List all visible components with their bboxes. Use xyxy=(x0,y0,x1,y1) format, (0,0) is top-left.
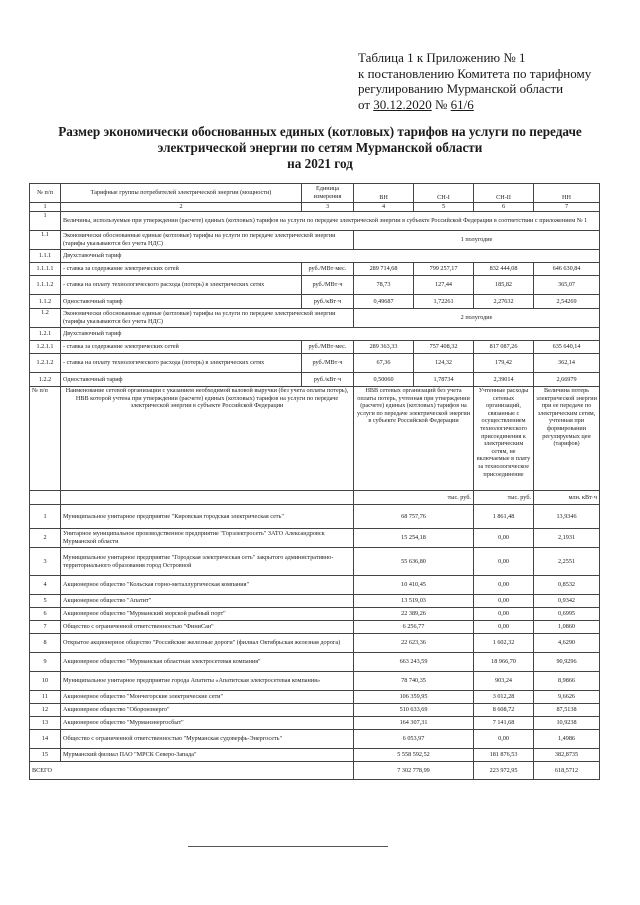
document-title xyxy=(0,124,640,172)
row-num: 10 xyxy=(30,672,61,691)
table2-header-row xyxy=(30,387,600,491)
row-text: - ставка на оплату технологического расхода (потерь) в электрических сетях xyxy=(61,354,302,373)
nvv-value: 106 359,95 xyxy=(354,691,474,704)
nvv-value: 10 410,45 xyxy=(354,576,474,595)
value-vn: 289 714,68 xyxy=(354,263,414,276)
row-text: Экономически обоснованные единые (котловые) тарифы на услуги по передаче электрической энергии (тарифы указываются без учета НДС) xyxy=(61,231,354,250)
losses-value: 0,8532 xyxy=(534,576,600,595)
table1-body xyxy=(30,184,600,387)
nvv-value: 22 389,26 xyxy=(354,608,474,621)
table2-row xyxy=(30,505,600,529)
col-num-header: № п/п xyxy=(30,387,61,491)
expenses-value: 0,00 xyxy=(474,621,534,634)
table1-index-row xyxy=(30,203,600,212)
row-text: - ставка за содержание электрических сетей xyxy=(61,341,302,354)
col-unit-header: Единица измерения xyxy=(302,184,354,203)
expenses-value: 3 012,28 xyxy=(474,691,534,704)
col-expenses-header: Учтенные расходы сетевых организаций, связанные с осуществлением технологического присоединения к электрическим сетям, не включаемые в плату за технологическое присоединение xyxy=(474,387,534,491)
row-num: 1.2 xyxy=(30,309,61,328)
header-number: 61/6 xyxy=(450,96,474,112)
table2-row xyxy=(30,621,600,634)
row-text: Двухставочный тариф xyxy=(61,250,600,263)
value-vn: 78,73 xyxy=(354,276,414,295)
value-sn2: 179,42 xyxy=(474,354,534,373)
organization-name: Муниципальное унитарное предприятие города Апатиты «Апатитская электросетевая компания» xyxy=(61,672,354,691)
row-unit: руб./кВт·ч xyxy=(302,295,354,309)
header-date-prefix: от xyxy=(358,96,374,112)
nvv-value: 15 254,18 xyxy=(354,529,474,548)
table2-row xyxy=(30,608,600,621)
losses-value: 2,2551 xyxy=(534,548,600,576)
col-num-header: № п/п xyxy=(30,184,61,203)
table2-row xyxy=(30,691,600,704)
nvv-value: 5 558 592,52 xyxy=(354,749,474,762)
expenses-value: 1 602,32 xyxy=(474,634,534,653)
losses-value: 1,0860 xyxy=(534,621,600,634)
losses-value: 8,9866 xyxy=(534,672,600,691)
row-num: 9 xyxy=(30,653,61,672)
table1-row-1-1 xyxy=(30,231,600,250)
row-num: 1.1.2 xyxy=(30,295,61,309)
total-label: ВСЕГО xyxy=(30,762,354,780)
organization-name: Открытое акционерное общество "Российские железные дороги" (филиал Октябрьская железная дорога) xyxy=(61,634,354,653)
value-vn: 0,50060 xyxy=(354,373,414,387)
table2-rows xyxy=(30,505,600,762)
table1-header-row xyxy=(30,184,600,203)
organization-name: Муниципальное унитарное предприятие "Городская электрическая сеть" закрытого административно-территориального образования город Островной xyxy=(61,548,354,576)
table1-row-1-2-1-2 xyxy=(30,354,600,373)
index-cell: 3 xyxy=(302,203,354,212)
row-num: 1.1 xyxy=(30,231,61,250)
table2-row xyxy=(30,529,600,548)
row-num: 1.1.1 xyxy=(30,250,61,263)
value-vn: 289 363,33 xyxy=(354,341,414,354)
period-label: 1 полугодие xyxy=(354,231,600,250)
table2-total xyxy=(30,762,600,780)
row-num: 15 xyxy=(30,749,61,762)
title-line-3: на 2021 год xyxy=(287,156,353,171)
header-line-2: к постановлению Комитета по тарифному xyxy=(358,65,592,81)
table1-row-1-2 xyxy=(30,309,600,328)
header-date: 30.12.2020 xyxy=(373,96,432,112)
organization-name: Акционерное общество "Мурманэнергосбыт" xyxy=(61,717,354,730)
table1-row-1-1-2 xyxy=(30,295,600,309)
table1-row-1-1-1-2 xyxy=(30,276,600,295)
row-num: 12 xyxy=(30,704,61,717)
col-sn1-header: СН-I xyxy=(414,184,474,203)
row-unit: руб./МВт·ч xyxy=(302,276,354,295)
header-line-3: регулированию Мурманской области xyxy=(358,81,564,96)
value-nn: 365,07 xyxy=(534,276,600,295)
losses-value: 13,9346 xyxy=(534,505,600,529)
row-num: 1.2.1.2 xyxy=(30,354,61,373)
row-unit: руб./кВт·ч xyxy=(302,373,354,387)
losses-value: 9,6626 xyxy=(534,691,600,704)
total-expenses: 223 972,95 xyxy=(474,762,534,780)
row-text: Величины, используемые при утверждении (расчете) единых (котловых) тарифов на услуги по передаче электрической энергии в субъекте Российской Федерации в соответствии с приложением № 1 xyxy=(61,212,600,231)
period-label: 2 полугодие xyxy=(354,309,600,328)
value-sn2: 185,82 xyxy=(474,276,534,295)
table1-row-1-1-1 xyxy=(30,250,600,263)
row-num: 3 xyxy=(30,548,61,576)
unit-nvv: тыс. руб. xyxy=(354,491,474,505)
value-sn1: 1,78734 xyxy=(414,373,474,387)
nvv-value: 6 256,77 xyxy=(354,621,474,634)
value-nn: 2,66979 xyxy=(534,373,600,387)
value-sn1: 1,72261 xyxy=(414,295,474,309)
value-sn2: 2,39014 xyxy=(474,373,534,387)
expenses-value: 0,00 xyxy=(474,576,534,595)
table2-row xyxy=(30,749,600,762)
row-num: 4 xyxy=(30,576,61,595)
losses-value: 4,6290 xyxy=(534,634,600,653)
losses-value: 0,9342 xyxy=(534,595,600,608)
nvv-value: 13 519,03 xyxy=(354,595,474,608)
value-nn: 646 630,84 xyxy=(534,263,600,276)
expenses-value: 1 861,48 xyxy=(474,505,534,529)
index-cell: 1 xyxy=(30,203,61,212)
table2-row xyxy=(30,704,600,717)
header-line-4 xyxy=(358,97,591,113)
units-empty-cell xyxy=(61,491,354,505)
table2-row xyxy=(30,548,600,576)
expenses-value: 7 141,68 xyxy=(474,717,534,730)
expenses-value: 0,00 xyxy=(474,529,534,548)
organization-name: Акционерное общество "Мурманская областная электросетевая компания" xyxy=(61,653,354,672)
col-name-header: Наименование сетевой организации с указанием необходимой валовой выручки (без учета оплаты потерь), НВВ которой учтена при утверждении (расчете) единых (котловых) тарифов на услуги по передаче электрической энергии в субъекте Российской Федерации xyxy=(61,387,354,491)
nvv-value: 510 633,69 xyxy=(354,704,474,717)
total-row xyxy=(30,762,600,780)
nvv-value: 164 307,31 xyxy=(354,717,474,730)
row-num: 13 xyxy=(30,717,61,730)
table2-row xyxy=(30,576,600,595)
col-group-header: Тарифные группы потребителей электрической энергии (мощности) xyxy=(61,184,302,203)
losses-value: 87,5138 xyxy=(534,704,600,717)
organization-name: Общество с ограниченной ответственностью "ФиниСан" xyxy=(61,621,354,634)
unit-losses: млн. кВт·ч xyxy=(534,491,600,505)
organization-name: Акционерное общество "Мончегорские электрические сети" xyxy=(61,691,354,704)
units-empty-cell xyxy=(30,491,61,505)
losses-value: 1,4986 xyxy=(534,730,600,749)
expenses-value: 18 966,70 xyxy=(474,653,534,672)
index-cell: 2 xyxy=(61,203,302,212)
row-unit: руб./МВт·мес. xyxy=(302,263,354,276)
losses-value: 10,9238 xyxy=(534,717,600,730)
col-sn2-header: СН-II xyxy=(474,184,534,203)
organization-name: Акционерное общество "Кольская горно-металлургическая компания" xyxy=(61,576,354,595)
losses-value: 382,8735 xyxy=(534,749,600,762)
table2-body xyxy=(30,387,600,505)
value-nn: 635 640,14 xyxy=(534,341,600,354)
value-sn2: 817 087,26 xyxy=(474,341,534,354)
organization-name: Акционерное общество "Оборонэнерго" xyxy=(61,704,354,717)
value-nn: 362,14 xyxy=(534,354,600,373)
signature-line xyxy=(188,846,388,847)
row-num: 1 xyxy=(30,505,61,529)
row-num: 1.1.1.2 xyxy=(30,276,61,295)
value-nn: 2,54269 xyxy=(534,295,600,309)
row-text: Экономически обоснованные единые (котловые) тарифы на услуги по передаче электрической энергии (тарифы указываются без учета НДС) xyxy=(61,309,354,328)
table2-units-row xyxy=(30,491,600,505)
index-cell: 4 xyxy=(354,203,414,212)
losses-value: 0,6995 xyxy=(534,608,600,621)
value-vn: 67,36 xyxy=(354,354,414,373)
row-num: 7 xyxy=(30,621,61,634)
value-sn1: 124,32 xyxy=(414,354,474,373)
col-vn-header: ВН xyxy=(354,184,414,203)
row-text: Двухставочный тариф xyxy=(61,328,600,341)
row-num: 14 xyxy=(30,730,61,749)
expenses-value: 8 608,72 xyxy=(474,704,534,717)
expenses-value: 0,00 xyxy=(474,548,534,576)
row-num: 6 xyxy=(30,608,61,621)
nvv-value: 6 053,97 xyxy=(354,730,474,749)
index-cell: 6 xyxy=(474,203,534,212)
title-line-1: Размер экономически обоснованных единых (котловых) тарифов на услуги по передаче xyxy=(58,124,582,139)
title-line-2: электрической энергии по сетям Мурманской области xyxy=(157,140,483,155)
row-num: 1 xyxy=(30,212,61,231)
table1-row-1-2-1-1 xyxy=(30,341,600,354)
table2-row xyxy=(30,672,600,691)
row-text: - ставка за содержание электрических сетей xyxy=(61,263,302,276)
row-num: 1.2.1.1 xyxy=(30,341,61,354)
expenses-value: 181 876,53 xyxy=(474,749,534,762)
organization-name: Общество с ограниченной ответственностью "Мурманская судоверфь-Энергосеть" xyxy=(61,730,354,749)
expenses-value: 903,24 xyxy=(474,672,534,691)
tariff-table xyxy=(29,183,600,780)
value-sn1: 799 257,17 xyxy=(414,263,474,276)
organization-name: Акционерное общество "Мурманский морской рыбный порт" xyxy=(61,608,354,621)
losses-value: 90,9296 xyxy=(534,653,600,672)
header-line-1: Таблица 1 к Приложению № 1 xyxy=(358,50,526,65)
nvv-value: 68 757,76 xyxy=(354,505,474,529)
expenses-value: 0,00 xyxy=(474,608,534,621)
row-unit: руб./МВт·мес. xyxy=(302,341,354,354)
row-num: 8 xyxy=(30,634,61,653)
table2-row xyxy=(30,634,600,653)
col-losses-header: Величина потерь электрической энергии при ее передаче по электрическим сетям, учтенная при формировании регулируемых цен (тарифов) xyxy=(534,387,600,491)
organization-name: Унитарное муниципальное производственное предприятие "Горэлектросеть" ЗАТО Александровск Мурманской области xyxy=(61,529,354,548)
table1-row-1-2-1 xyxy=(30,328,600,341)
expenses-value: 0,00 xyxy=(474,730,534,749)
value-sn1: 757 408,32 xyxy=(414,341,474,354)
row-text: Одноставочный тариф xyxy=(61,373,302,387)
row-num: 2 xyxy=(30,529,61,548)
nvv-value: 22 623,36 xyxy=(354,634,474,653)
col-nvv-header: НВВ сетевых организаций без учета оплаты потерь, учтенная при утверждении (расчете) единых (котловых) тарифов на услуги по передаче электрической энергии в субъекте Российской Федерации xyxy=(354,387,474,491)
value-sn2: 2,27632 xyxy=(474,295,534,309)
organization-name: Акционерное общество "Апатит" xyxy=(61,595,354,608)
unit-expenses: тыс. руб. xyxy=(474,491,534,505)
row-num: 1.2.2 xyxy=(30,373,61,387)
value-sn1: 127,44 xyxy=(414,276,474,295)
row-num: 1.1.1.1 xyxy=(30,263,61,276)
row-num: 11 xyxy=(30,691,61,704)
row-num: 1.2.1 xyxy=(30,328,61,341)
document-header xyxy=(358,50,591,112)
row-text: Одноставочный тариф xyxy=(61,295,302,309)
organization-name: Мурманский филиал ПАО "МРСК Северо-Запада" xyxy=(61,749,354,762)
table2-row xyxy=(30,717,600,730)
value-vn: 0,49687 xyxy=(354,295,414,309)
nvv-value: 663 243,59 xyxy=(354,653,474,672)
table1-row-1-2-2 xyxy=(30,373,600,387)
losses-value: 2,1931 xyxy=(534,529,600,548)
table1-row-1 xyxy=(30,212,600,231)
organization-name: Муниципальное унитарное предприятие "Кировская городская электрическая сеть" xyxy=(61,505,354,529)
col-nn-header: НН xyxy=(534,184,600,203)
row-text: - ставка на оплату технологического расхода (потерь) в электрических сетях xyxy=(61,276,302,295)
table2-row xyxy=(30,730,600,749)
row-num: 5 xyxy=(30,595,61,608)
index-cell: 7 xyxy=(534,203,600,212)
total-losses: 618,5712 xyxy=(534,762,600,780)
table1-row-1-1-1-1 xyxy=(30,263,600,276)
nvv-value: 55 636,80 xyxy=(354,548,474,576)
expenses-value: 0,00 xyxy=(474,595,534,608)
table2-row xyxy=(30,653,600,672)
header-number-sign: № xyxy=(431,96,451,112)
row-unit: руб./МВт·ч xyxy=(302,354,354,373)
total-nvv: 7 302 778,99 xyxy=(354,762,474,780)
table2-row xyxy=(30,595,600,608)
index-cell: 5 xyxy=(414,203,474,212)
value-sn2: 832 444,08 xyxy=(474,263,534,276)
nvv-value: 78 740,35 xyxy=(354,672,474,691)
